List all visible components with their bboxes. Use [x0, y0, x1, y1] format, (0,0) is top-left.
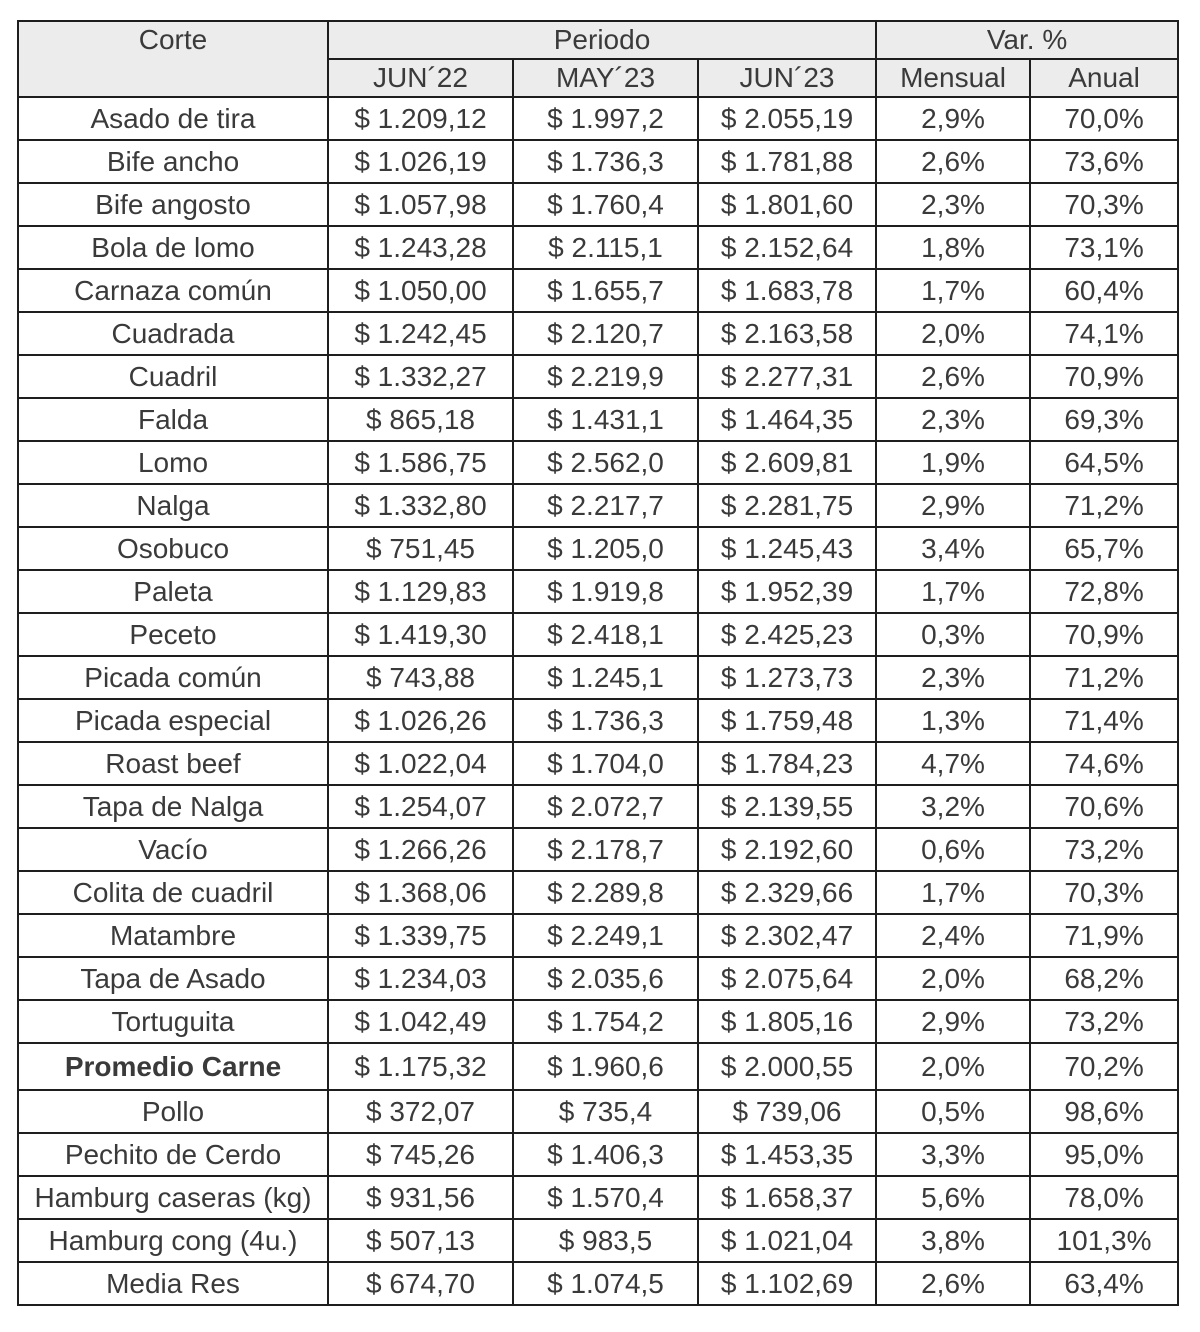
cell-jun23: $ 2.609,81 — [698, 441, 876, 484]
cell-anual: 71,9% — [1030, 914, 1178, 957]
cell-mensual: 2,0% — [876, 1043, 1030, 1090]
cell-jun22: $ 674,70 — [328, 1262, 513, 1305]
cell-jun23: $ 2.302,47 — [698, 914, 876, 957]
cell-jun23: $ 2.075,64 — [698, 957, 876, 1000]
header-may23: MAY´23 — [513, 59, 698, 97]
cell-may23: $ 1.655,7 — [513, 269, 698, 312]
cell-jun22: $ 507,13 — [328, 1219, 513, 1262]
cell-corte: Tapa de Nalga — [18, 785, 328, 828]
cell-anual: 70,0% — [1030, 97, 1178, 140]
cell-jun22: $ 751,45 — [328, 527, 513, 570]
cell-may23: $ 2.120,7 — [513, 312, 698, 355]
cell-jun23: $ 1.273,73 — [698, 656, 876, 699]
cell-jun22: $ 1.026,19 — [328, 140, 513, 183]
cell-corte: Paleta — [18, 570, 328, 613]
cell-corte: Media Res — [18, 1262, 328, 1305]
cell-jun22: $ 1.586,75 — [328, 441, 513, 484]
cell-anual: 71,2% — [1030, 484, 1178, 527]
cell-may23: $ 1.431,1 — [513, 398, 698, 441]
cell-jun23: $ 2.139,55 — [698, 785, 876, 828]
cell-jun22: $ 1.022,04 — [328, 742, 513, 785]
cell-jun23: $ 1.781,88 — [698, 140, 876, 183]
cell-jun22: $ 1.026,26 — [328, 699, 513, 742]
cell-corte: Osobuco — [18, 527, 328, 570]
cell-corte: Picada especial — [18, 699, 328, 742]
cell-mensual: 2,3% — [876, 398, 1030, 441]
cell-jun23: $ 1.245,43 — [698, 527, 876, 570]
cell-may23: $ 1.245,1 — [513, 656, 698, 699]
table-row — [18, 484, 1178, 527]
cell-anual: 73,1% — [1030, 226, 1178, 269]
cell-jun23: $ 1.805,16 — [698, 1000, 876, 1043]
cell-anual: 74,1% — [1030, 312, 1178, 355]
cell-corte: Bola de lomo — [18, 226, 328, 269]
cell-anual: 68,2% — [1030, 957, 1178, 1000]
cell-corte: Pollo — [18, 1090, 328, 1133]
cell-may23: $ 1.960,6 — [513, 1043, 698, 1090]
table-row — [18, 355, 1178, 398]
cell-jun23: $ 2.055,19 — [698, 97, 876, 140]
cell-jun23: $ 1.021,04 — [698, 1219, 876, 1262]
cell-anual: 64,5% — [1030, 441, 1178, 484]
table-row — [18, 398, 1178, 441]
header-anual: Anual — [1030, 59, 1178, 97]
header-row-top — [18, 21, 1178, 59]
cell-anual: 69,3% — [1030, 398, 1178, 441]
cell-anual: 70,9% — [1030, 613, 1178, 656]
cell-mensual: 1,7% — [876, 570, 1030, 613]
cell-may23: $ 2.035,6 — [513, 957, 698, 1000]
cell-may23: $ 1.919,8 — [513, 570, 698, 613]
cell-jun22: $ 1.254,07 — [328, 785, 513, 828]
cell-corte: Matambre — [18, 914, 328, 957]
cell-jun23: $ 1.759,48 — [698, 699, 876, 742]
cell-jun22: $ 1.234,03 — [328, 957, 513, 1000]
cell-corte: Peceto — [18, 613, 328, 656]
cell-mensual: 4,7% — [876, 742, 1030, 785]
cell-jun22: $ 1.242,45 — [328, 312, 513, 355]
cell-mensual: 1,9% — [876, 441, 1030, 484]
table-row — [18, 785, 1178, 828]
cell-corte: Lomo — [18, 441, 328, 484]
cell-mensual: 1,3% — [876, 699, 1030, 742]
cell-anual: 60,4% — [1030, 269, 1178, 312]
cell-may23: $ 1.760,4 — [513, 183, 698, 226]
cell-anual: 70,9% — [1030, 355, 1178, 398]
cell-may23: $ 2.072,7 — [513, 785, 698, 828]
cell-corte: Nalga — [18, 484, 328, 527]
cell-mensual: 5,6% — [876, 1176, 1030, 1219]
cell-jun23: $ 1.801,60 — [698, 183, 876, 226]
table-row — [18, 570, 1178, 613]
cell-jun22: $ 1.339,75 — [328, 914, 513, 957]
cell-mensual: 2,9% — [876, 97, 1030, 140]
cell-anual: 63,4% — [1030, 1262, 1178, 1305]
cell-anual: 65,7% — [1030, 527, 1178, 570]
cell-anual: 95,0% — [1030, 1133, 1178, 1176]
cell-mensual: 2,0% — [876, 957, 1030, 1000]
cell-jun23: $ 2.000,55 — [698, 1043, 876, 1090]
cell-may23: $ 1.205,0 — [513, 527, 698, 570]
table-row — [18, 1176, 1178, 1219]
table-row — [18, 269, 1178, 312]
cell-jun22: $ 1.368,06 — [328, 871, 513, 914]
cell-jun23: $ 2.425,23 — [698, 613, 876, 656]
cell-corte: Cuadrada — [18, 312, 328, 355]
cell-jun22: $ 1.243,28 — [328, 226, 513, 269]
cell-anual: 70,3% — [1030, 183, 1178, 226]
table-row — [18, 613, 1178, 656]
cell-jun22: $ 865,18 — [328, 398, 513, 441]
cell-anual: 101,3% — [1030, 1219, 1178, 1262]
cell-may23: $ 1.406,3 — [513, 1133, 698, 1176]
cell-jun23: $ 1.464,35 — [698, 398, 876, 441]
cell-may23: $ 2.289,8 — [513, 871, 698, 914]
table-header — [18, 21, 1178, 97]
cell-jun22: $ 1.042,49 — [328, 1000, 513, 1043]
cell-jun23: $ 1.102,69 — [698, 1262, 876, 1305]
table-row — [18, 957, 1178, 1000]
cell-may23: $ 1.754,2 — [513, 1000, 698, 1043]
cell-jun23: $ 1.952,39 — [698, 570, 876, 613]
header-var: Var. % — [876, 21, 1178, 59]
cell-mensual: 1,7% — [876, 871, 1030, 914]
cell-anual: 70,2% — [1030, 1043, 1178, 1090]
cell-jun23: $ 739,06 — [698, 1090, 876, 1133]
cell-corte: Hamburg cong (4u.) — [18, 1219, 328, 1262]
table-row — [18, 1000, 1178, 1043]
cell-may23: $ 1.704,0 — [513, 742, 698, 785]
cell-may23: $ 1.736,3 — [513, 699, 698, 742]
cell-mensual: 2,6% — [876, 140, 1030, 183]
header-periodo: Periodo — [328, 21, 876, 59]
cell-may23: $ 2.217,7 — [513, 484, 698, 527]
cell-corte: Hamburg caseras (kg) — [18, 1176, 328, 1219]
table-row — [18, 97, 1178, 140]
cell-may23: $ 1.570,4 — [513, 1176, 698, 1219]
cell-mensual: 2,9% — [876, 1000, 1030, 1043]
cell-may23: $ 2.219,9 — [513, 355, 698, 398]
table-row — [18, 312, 1178, 355]
cell-jun22: $ 745,26 — [328, 1133, 513, 1176]
cell-jun22: $ 1.209,12 — [328, 97, 513, 140]
cell-corte: Asado de tira — [18, 97, 328, 140]
price-table — [17, 20, 1179, 1306]
cell-jun23: $ 2.329,66 — [698, 871, 876, 914]
table-row — [18, 140, 1178, 183]
cell-jun23: $ 1.658,37 — [698, 1176, 876, 1219]
cell-anual: 70,6% — [1030, 785, 1178, 828]
cell-may23: $ 983,5 — [513, 1219, 698, 1262]
cell-jun23: $ 2.152,64 — [698, 226, 876, 269]
cell-corte: Tortuguita — [18, 1000, 328, 1043]
cell-jun22: $ 1.266,26 — [328, 828, 513, 871]
cell-corte: Promedio Carne — [18, 1043, 328, 1090]
cell-jun22: $ 743,88 — [328, 656, 513, 699]
cell-corte: Colita de cuadril — [18, 871, 328, 914]
cell-corte: Bife ancho — [18, 140, 328, 183]
header-corte: Corte — [18, 21, 328, 97]
table-row — [18, 656, 1178, 699]
cell-jun22: $ 1.419,30 — [328, 613, 513, 656]
cell-mensual: 2,6% — [876, 1262, 1030, 1305]
cell-mensual: 2,4% — [876, 914, 1030, 957]
cell-jun23: $ 1.683,78 — [698, 269, 876, 312]
cell-mensual: 1,7% — [876, 269, 1030, 312]
cell-mensual: 3,2% — [876, 785, 1030, 828]
cell-jun22: $ 931,56 — [328, 1176, 513, 1219]
cell-jun23: $ 2.163,58 — [698, 312, 876, 355]
cell-mensual: 0,3% — [876, 613, 1030, 656]
cell-jun23: $ 1.453,35 — [698, 1133, 876, 1176]
cell-mensual: 3,3% — [876, 1133, 1030, 1176]
cell-anual: 74,6% — [1030, 742, 1178, 785]
cell-may23: $ 2.178,7 — [513, 828, 698, 871]
cell-anual: 73,2% — [1030, 828, 1178, 871]
table-body — [18, 97, 1178, 1305]
table-row — [18, 183, 1178, 226]
table-row — [18, 914, 1178, 957]
cell-jun22: $ 1.332,27 — [328, 355, 513, 398]
header-mensual: Mensual — [876, 59, 1030, 97]
cell-corte: Tapa de Asado — [18, 957, 328, 1000]
table-row — [18, 1090, 1178, 1133]
table-row — [18, 1133, 1178, 1176]
cell-may23: $ 2.249,1 — [513, 914, 698, 957]
cell-jun22: $ 1.050,00 — [328, 269, 513, 312]
header-jun23: JUN´23 — [698, 59, 876, 97]
cell-may23: $ 735,4 — [513, 1090, 698, 1133]
cell-mensual: 2,9% — [876, 484, 1030, 527]
table-row — [18, 742, 1178, 785]
cell-may23: $ 2.562,0 — [513, 441, 698, 484]
cell-anual: 73,2% — [1030, 1000, 1178, 1043]
cell-jun22: $ 1.129,83 — [328, 570, 513, 613]
cell-corte: Bife angosto — [18, 183, 328, 226]
cell-may23: $ 2.418,1 — [513, 613, 698, 656]
cell-corte: Carnaza común — [18, 269, 328, 312]
table-row — [18, 1043, 1178, 1090]
cell-corte: Picada común — [18, 656, 328, 699]
cell-mensual: 0,6% — [876, 828, 1030, 871]
table-row — [18, 527, 1178, 570]
cell-anual: 72,8% — [1030, 570, 1178, 613]
cell-mensual: 2,3% — [876, 656, 1030, 699]
cell-jun23: $ 2.281,75 — [698, 484, 876, 527]
cell-mensual: 2,6% — [876, 355, 1030, 398]
table-row — [18, 828, 1178, 871]
cell-anual: 78,0% — [1030, 1176, 1178, 1219]
cell-anual: 71,4% — [1030, 699, 1178, 742]
table-row — [18, 1262, 1178, 1305]
cell-anual: 73,6% — [1030, 140, 1178, 183]
cell-mensual: 3,4% — [876, 527, 1030, 570]
cell-may23: $ 1.074,5 — [513, 1262, 698, 1305]
cell-jun22: $ 1.332,80 — [328, 484, 513, 527]
cell-mensual: 2,3% — [876, 183, 1030, 226]
cell-jun23: $ 1.784,23 — [698, 742, 876, 785]
table-row — [18, 699, 1178, 742]
table-row — [18, 441, 1178, 484]
cell-corte: Falda — [18, 398, 328, 441]
cell-mensual: 0,5% — [876, 1090, 1030, 1133]
cell-corte: Roast beef — [18, 742, 328, 785]
table-row — [18, 871, 1178, 914]
cell-may23: $ 1.736,3 — [513, 140, 698, 183]
cell-anual: 71,2% — [1030, 656, 1178, 699]
cell-jun23: $ 2.277,31 — [698, 355, 876, 398]
cell-may23: $ 1.997,2 — [513, 97, 698, 140]
cell-mensual: 3,8% — [876, 1219, 1030, 1262]
header-jun22: JUN´22 — [328, 59, 513, 97]
table-row — [18, 1219, 1178, 1262]
cell-corte: Pechito de Cerdo — [18, 1133, 328, 1176]
table-row — [18, 226, 1178, 269]
cell-may23: $ 2.115,1 — [513, 226, 698, 269]
cell-jun22: $ 372,07 — [328, 1090, 513, 1133]
cell-jun22: $ 1.175,32 — [328, 1043, 513, 1090]
cell-anual: 98,6% — [1030, 1090, 1178, 1133]
cell-mensual: 1,8% — [876, 226, 1030, 269]
cell-anual: 70,3% — [1030, 871, 1178, 914]
cell-corte: Vacío — [18, 828, 328, 871]
cell-mensual: 2,0% — [876, 312, 1030, 355]
cell-corte: Cuadril — [18, 355, 328, 398]
cell-jun23: $ 2.192,60 — [698, 828, 876, 871]
cell-jun22: $ 1.057,98 — [328, 183, 513, 226]
